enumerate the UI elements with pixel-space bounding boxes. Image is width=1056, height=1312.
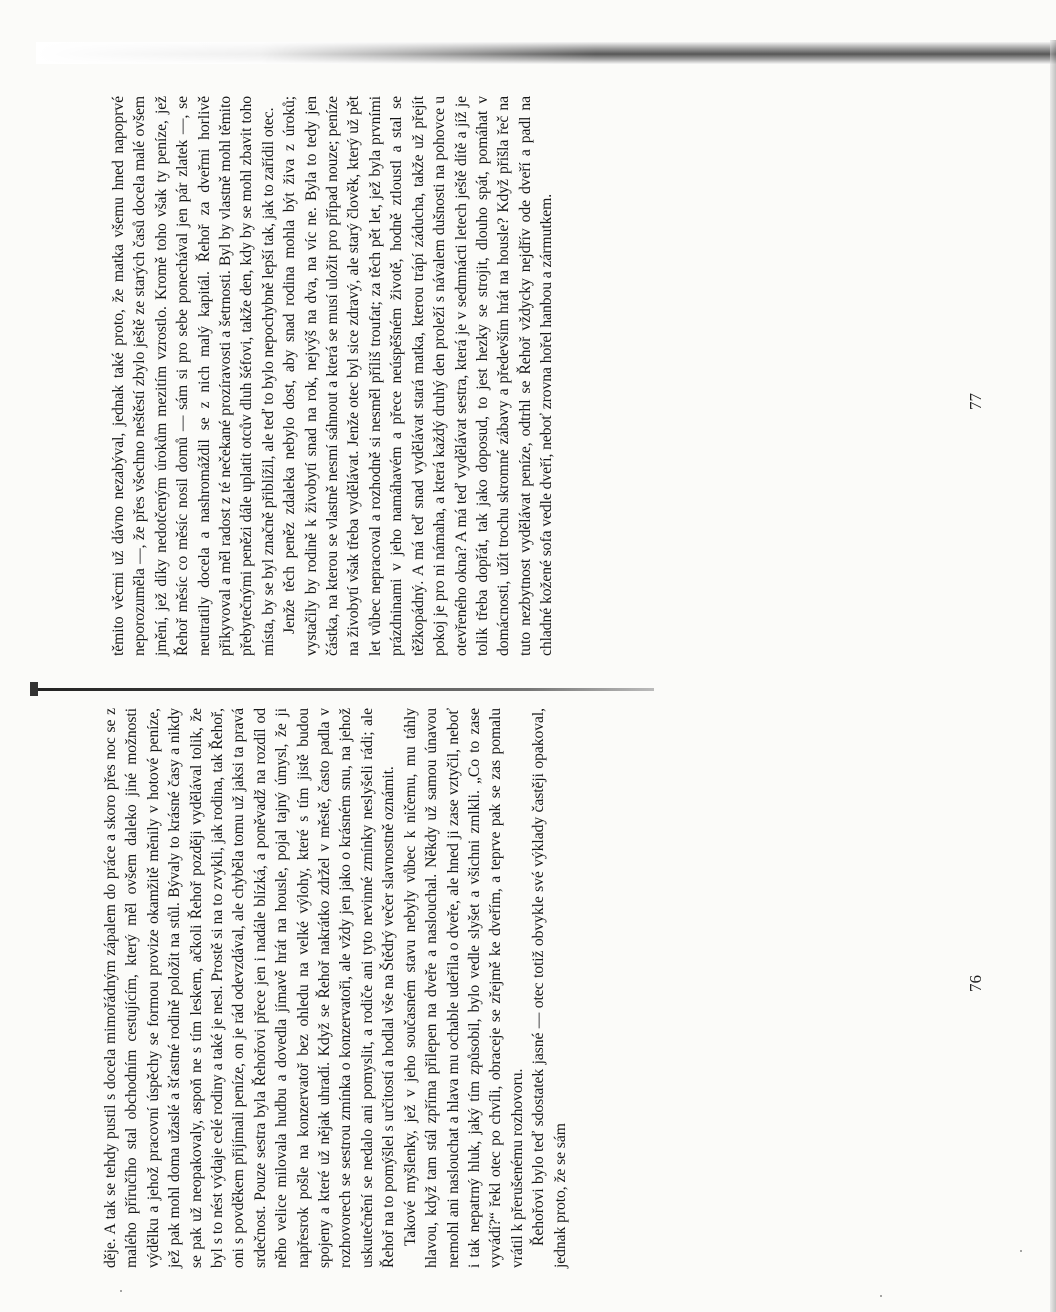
scan-speck xyxy=(120,1290,122,1292)
left-page-text xyxy=(100,708,571,1268)
left-paragraph-1: děje. A tak se tehdy pustil s docela mimořádným zápalem do práce a skoro přes noc se z malého příručího stal obchodním cestujícím, který měl ovšem daleko jiné možnosti výdělku a jehož pracovní úspěchy se formou provize okamžitě měnily v hotové peníze, jež pak mohl doma užaslé a šťastné rodině položit na stůl. Bývaly to krásné časy a nikdy se pak už neopakovaly, aspoň ne s tím leskem, ačkoli Řehoř později vydělával tolik, že byl s to nést výdaje celé rodiny a také je nesl. Prostě si na to zvykli, jak rodina, tak Řehoř, oni s povděkem přijímali peníze, on je rád odevzdával, ale chyběla tomu už jaksi ta pravá srdečnost. Pouze sestra byla Řehořovi přece jen i nadále blízká, a poněvadž na rozdíl od něho velice milovala hudbu a dovedla jímavě hrát na housle, pojal tajný úmysl, že ji napřesrok pošle na konzervatoř bez ohledu na velké výlohy, které s tím jistě budou spojeny a které už nějak uhradí. Když se Řehoř nakrátko zdržel v městě, často padla v rozhovorech se sestrou zmínka o konzervatoři, ale vždy jen jako o krásném snu, na jehož uskutečnění se nedalo ani pomyslit, a rodiče ani tyto nevinné zmínky neslyšeli rádi; ale Řehoř na to pomýšlel s určitostí a hodlal vše na Štědrý večer slavnostně oznámit. xyxy=(102,708,398,1268)
scan-edge-fade xyxy=(36,42,596,64)
book-gutter-line xyxy=(34,688,654,691)
left-page xyxy=(100,708,890,1268)
right-page-text xyxy=(108,96,558,656)
left-paragraph-3: Řehořovi bylo teď sdostatek jasné — otec totiž obvykle své výklady častěji opakoval, jednak proto, že se sám xyxy=(530,708,569,1268)
right-paragraph-1: těmito věcmi už dávno nezabýval, jednak také proto, že matka všemu hned napoprvé neporozuměla —, že přes všechno neštěstí zbylo ještě ze starých časů docela malé ovšem jmění, jež díky nedotčeným úrokům mezitím vzrostlo. Kromě toho však ty peníze, jež Řehoř měsíc co měsíc nosil domů — sám si pro sebe ponechával jen pár zlatek —, se neutratily docela a nashromáždil se z nich malý kapitál. Řehoř za dveřmi horlivě přikyvoval a měl radost z té nečekané prozíravosti a šetrnosti. Byl by vlastně mohl těmito přebytečnými penězi dále uplatit otcův dluh šéfovi, takže den, kdy by se mohl zbavit toho místa, by se byl značně přiblížil, ale teď to bylo nepochybně lepší tak, jak to zařídil otec. xyxy=(110,96,277,656)
book-gutter-mark xyxy=(30,682,38,696)
left-paragraph-2: Takové myšlenky, jež v jeho současném stavu nebyly vůbec k ničemu, mu táhly hlavou, když tam stál zpříma přilepen na dveře a naslouchal. Někdy už samou únavou nemohl ani naslouchat a hlava mu ochable udeřila o dveře, ale hned ji zase vztyčil, neboť i tak nepatrný hluk, jaký tím způsobil, bylo vedle slyšet a všichni zmlkli. „Co to zase vyvádí?“ řekl otec po chvíli, obraceje se zřejmě ke dveřím, a teprve pak se zas pomalu vrátil k přerušenému rozhovoru. xyxy=(401,708,526,1268)
right-paragraph-2: Jenže těch peněz zdaleka nebylo dost, aby snad rodina mohla být živa z úroků; vystačily by rodině k živobytí snad na rok, nejvýš na dva, na víc ne. Byla to tedy jen částka, na kterou se vlastně nesmí sáhnout a která se musí uložit pro případ nouze; peníze na živobytí však třeba vydělávat. Jenže otec byl sice zdravý, ale starý člověk, který už pět let vůbec nepracoval a rozhodně si nesměl příliš troufat; za těch pět let, jež byla prvními prázdninami v jeho namáhavém a přece neúspěšném životě, hodně ztloustl a stal se těžkopádný. A má teď snad vydělávat stará matka, kterou trápí záducha, takže už přejít pokoj je pro ni námaha, a která každý druhý den proleží s návalem dušnosti na pohovce u otevřeného okna? A má teď vydělávat sestra, která je v sedmnácti letech ještě dítě a jíž je tolik třeba dopřát, tak jako doposud, to jest hezky se strojit, dlouho spát, pomáhat v domácnosti, užít trochu skromné zábavy a především hrát na housle? Když přišla řeč na tuto nezbytnost vydělávat peníze, odtrhl se Řehoř vždycky nejdřív ode dveří a padl na chladné kožené sofa vedle dveří, neboť zrovna hořel hanbou a zármutkem. xyxy=(281,96,556,656)
scan-speck xyxy=(880,1295,882,1297)
right-page-number: 77 xyxy=(966,393,985,410)
left-page-number: 76 xyxy=(966,975,985,992)
scan-right-edge xyxy=(1050,40,1056,1312)
right-page xyxy=(108,96,928,656)
scan-speck xyxy=(1020,1250,1022,1252)
